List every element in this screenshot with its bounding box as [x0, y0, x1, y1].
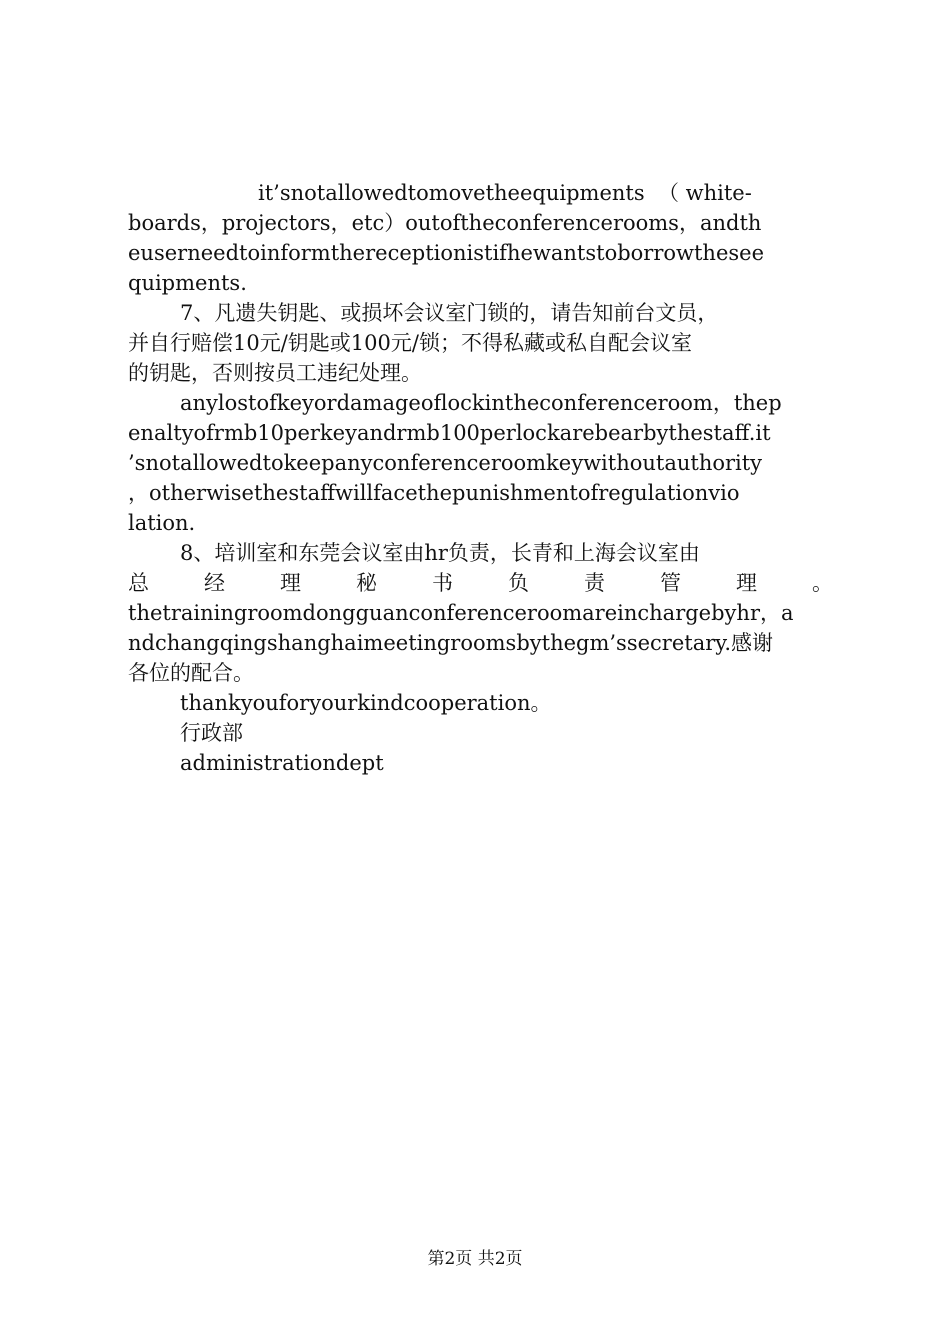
paragraph-line: anylostofkeyordamageoflockintheconferenceroom，thep: [180, 391, 782, 415]
paragraph-line: 的钥匙，否则按员工违纪处理。: [128, 361, 422, 385]
paragraph-line: thankyouforyourkindcooperation。: [180, 691, 552, 715]
document-body: [128, 178, 833, 778]
justified-char: 负: [508, 571, 529, 595]
paragraph-line: 各位的配合。: [128, 661, 254, 685]
justified-char: 管: [660, 571, 681, 595]
paragraph-line: thetrainingroomdongguanconferenceroomareinchargebyhr，a: [128, 601, 794, 625]
paragraph-line: lation.: [128, 511, 196, 535]
paragraph-line: ndchangqingshanghaimeetingroomsbythegm’ssecretary.感谢: [128, 631, 774, 655]
paragraph-line: quipments.: [128, 271, 247, 295]
justified-char: 经: [204, 571, 225, 595]
paragraph-line: enaltyofrmb10perkeyandrmb100perlockarebearbythestaff.it: [128, 421, 771, 445]
justified-char: 总: [128, 571, 149, 595]
paragraph-line: euserneedtoinformthereceptionistifhewantstoborrowthesee: [128, 241, 765, 265]
justified-char: 责: [584, 571, 605, 595]
justified-char: 书: [432, 571, 453, 595]
justified-char: 秘: [356, 571, 377, 595]
justified-char: 理: [736, 571, 757, 595]
paragraph-line: 8、培训室和东莞会议室由hr负责，长青和上海会议室由: [180, 541, 700, 565]
page-footer: 第2页 共2页: [427, 1249, 523, 1269]
justified-char: 。: [812, 571, 833, 595]
paragraph-line: ，otherwisethestaffwillfacethepunishmentofregulationvio: [128, 481, 740, 505]
paragraph-line: 并自行赔偿10元/钥匙或100元/锁；不得私藏或私自配会议室: [128, 331, 692, 355]
paragraph-line: administrationdept: [180, 751, 384, 775]
justified-char: 理: [280, 571, 301, 595]
paragraph-line: it’snotallowedtomovetheequipments （ white-: [258, 181, 752, 205]
justified-line: [128, 568, 833, 598]
paragraph-line: 行政部: [180, 721, 243, 745]
paragraph-line: 7、凡遗失钥匙、或损坏会议室门锁的，请告知前台文员，: [180, 301, 719, 325]
paragraph-line: boards，projectors，etc）outoftheconferencerooms，andth: [128, 211, 762, 235]
paragraph-line: ’snotallowedtokeepanyconferenceroomkeywithoutauthority: [128, 451, 763, 475]
